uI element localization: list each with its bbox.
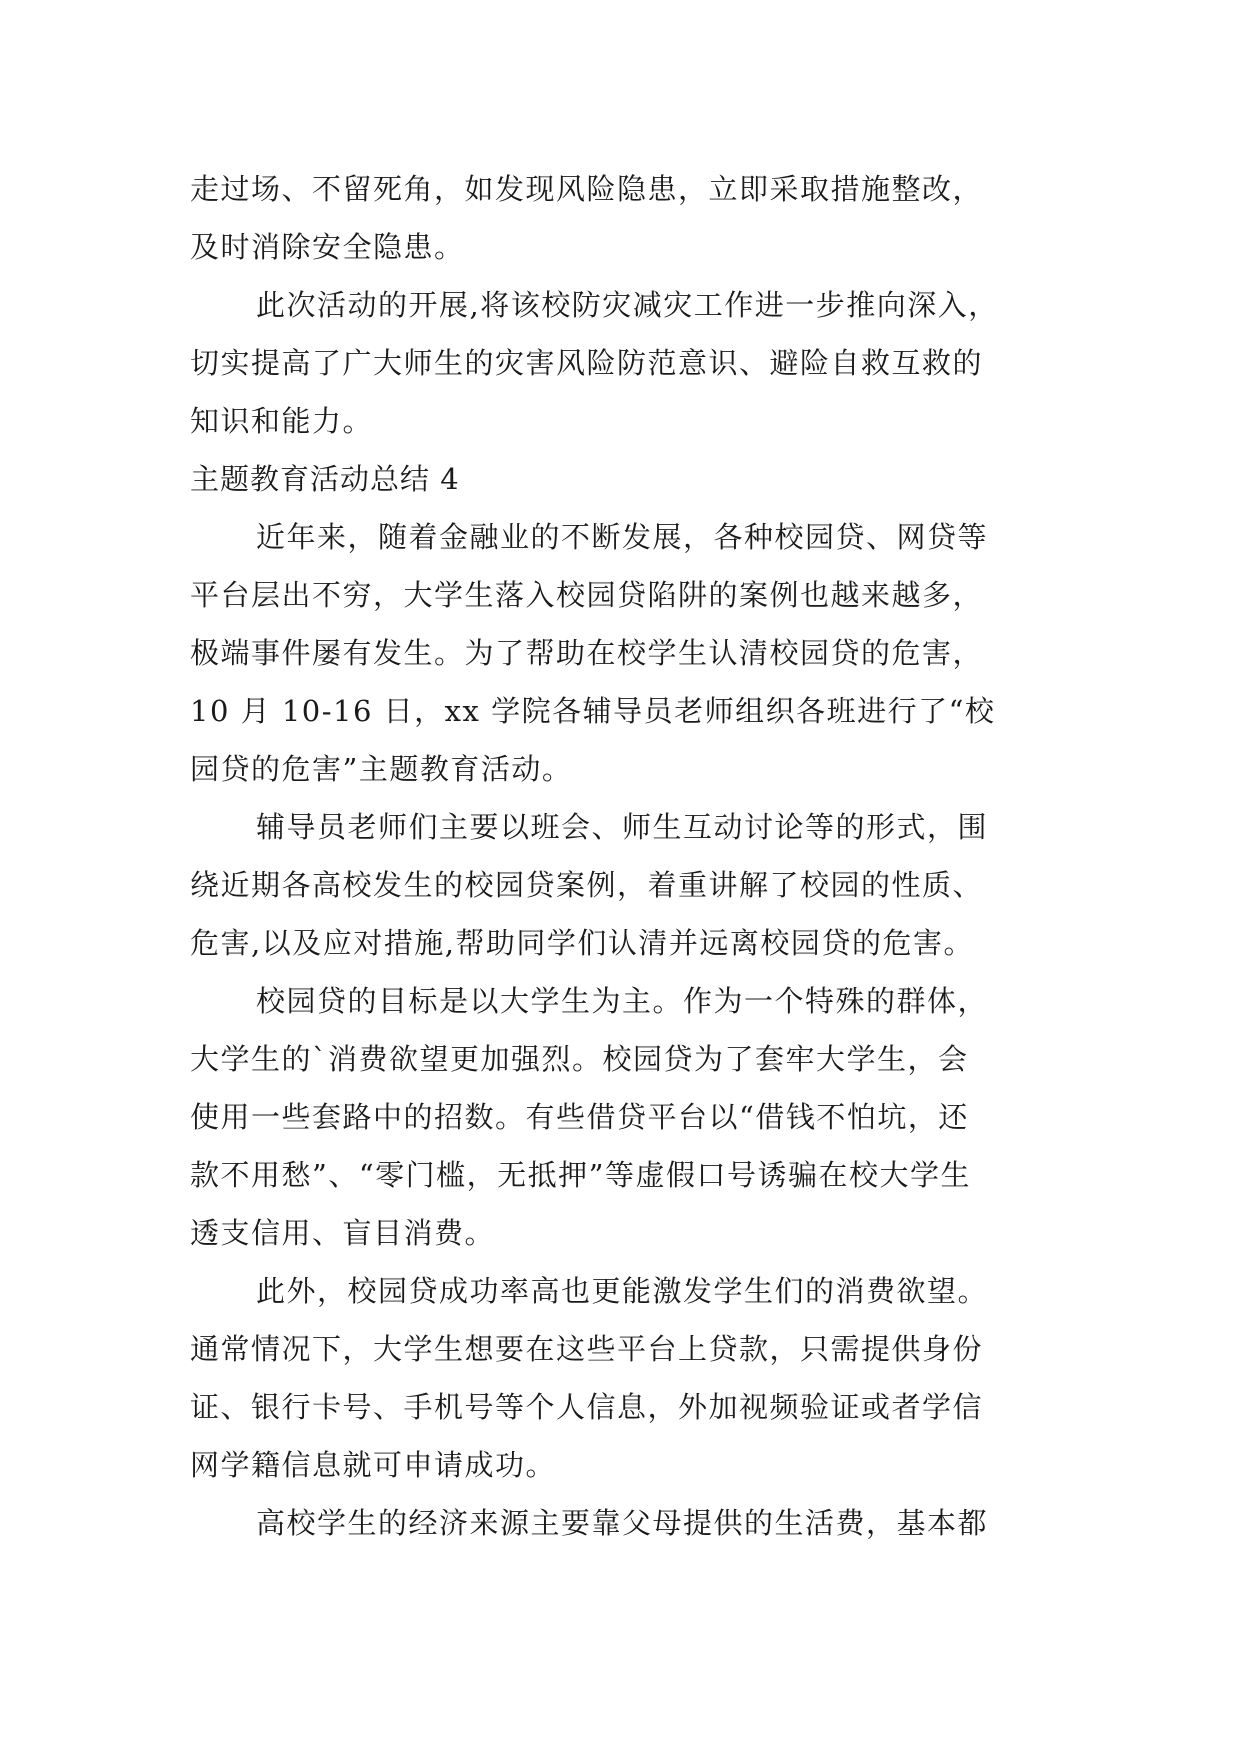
text-line: 通常情况下，大学生想要在这些平台上贷款，只需提供身份 <box>190 1332 984 1366</box>
text-line: 高校学生的经济来源主要靠父母提供的生活费，基本都 <box>256 1506 989 1540</box>
text-line: 证、银行卡号、手机号等个人信息，外加视频验证或者学信 <box>190 1390 984 1424</box>
text-line: 此外，校园贷成功率高也更能激发学生们的消费欲望。 <box>256 1274 989 1308</box>
text-line: 大学生的`消费欲望更加强烈。校园贷为了套牢大学生，会 <box>190 1042 969 1076</box>
text-line: 10 月 10-16 日，xx 学院各辅导员老师组织各班进行了“校 <box>190 694 996 728</box>
text-line: 走过场、不留死角，如发现风险隐患，立即采取措施整改， <box>190 172 984 206</box>
text-line: 平台层出不穷，大学生落入校园贷陷阱的案例也越来越多， <box>190 578 984 612</box>
text-line: 此次活动的开展,将该校防灾减灾工作进一步推向深入， <box>256 288 999 322</box>
text-line: 极端事件屡有发生。为了帮助在校学生认清校园贷的危害， <box>190 636 984 670</box>
document-body <box>190 160 1070 1552</box>
text-line: 园贷的危害”主题教育活动。 <box>190 752 573 786</box>
text-line: 辅导员老师们主要以班会、师生互动讨论等的形式，围 <box>256 810 989 844</box>
text-line: 及时消除安全隐患。 <box>190 230 465 264</box>
section-heading: 主题教育活动总结 4 <box>190 462 460 496</box>
text-line: 切实提高了广大师生的灾害风险防范意识、避险自救互救的 <box>190 346 984 380</box>
text-line: 使用一些套路中的招数。有些借贷平台以“借钱不怕坑，还 <box>190 1100 969 1134</box>
text-line: 透支信用、盲目消费。 <box>190 1216 496 1250</box>
text-line: 绕近期各高校发生的校园贷案例，着重讲解了校园的性质、 <box>190 868 984 902</box>
text-line: 知识和能力。 <box>190 404 374 438</box>
text-line: 校园贷的目标是以大学生为主。作为一个特殊的群体， <box>256 984 989 1018</box>
text-line: 款不用愁”、“零门槛，无抵押”等虚假口号诱骗在校大学生 <box>190 1158 971 1192</box>
text-line: 近年来，随着金融业的不断发展，各种校园贷、网贷等 <box>256 520 989 554</box>
text-line: 网学籍信息就可申请成功。 <box>190 1448 557 1482</box>
text-line: 危害,以及应对措施,帮助同学们认清并远离校园贷的危害。 <box>190 926 974 960</box>
